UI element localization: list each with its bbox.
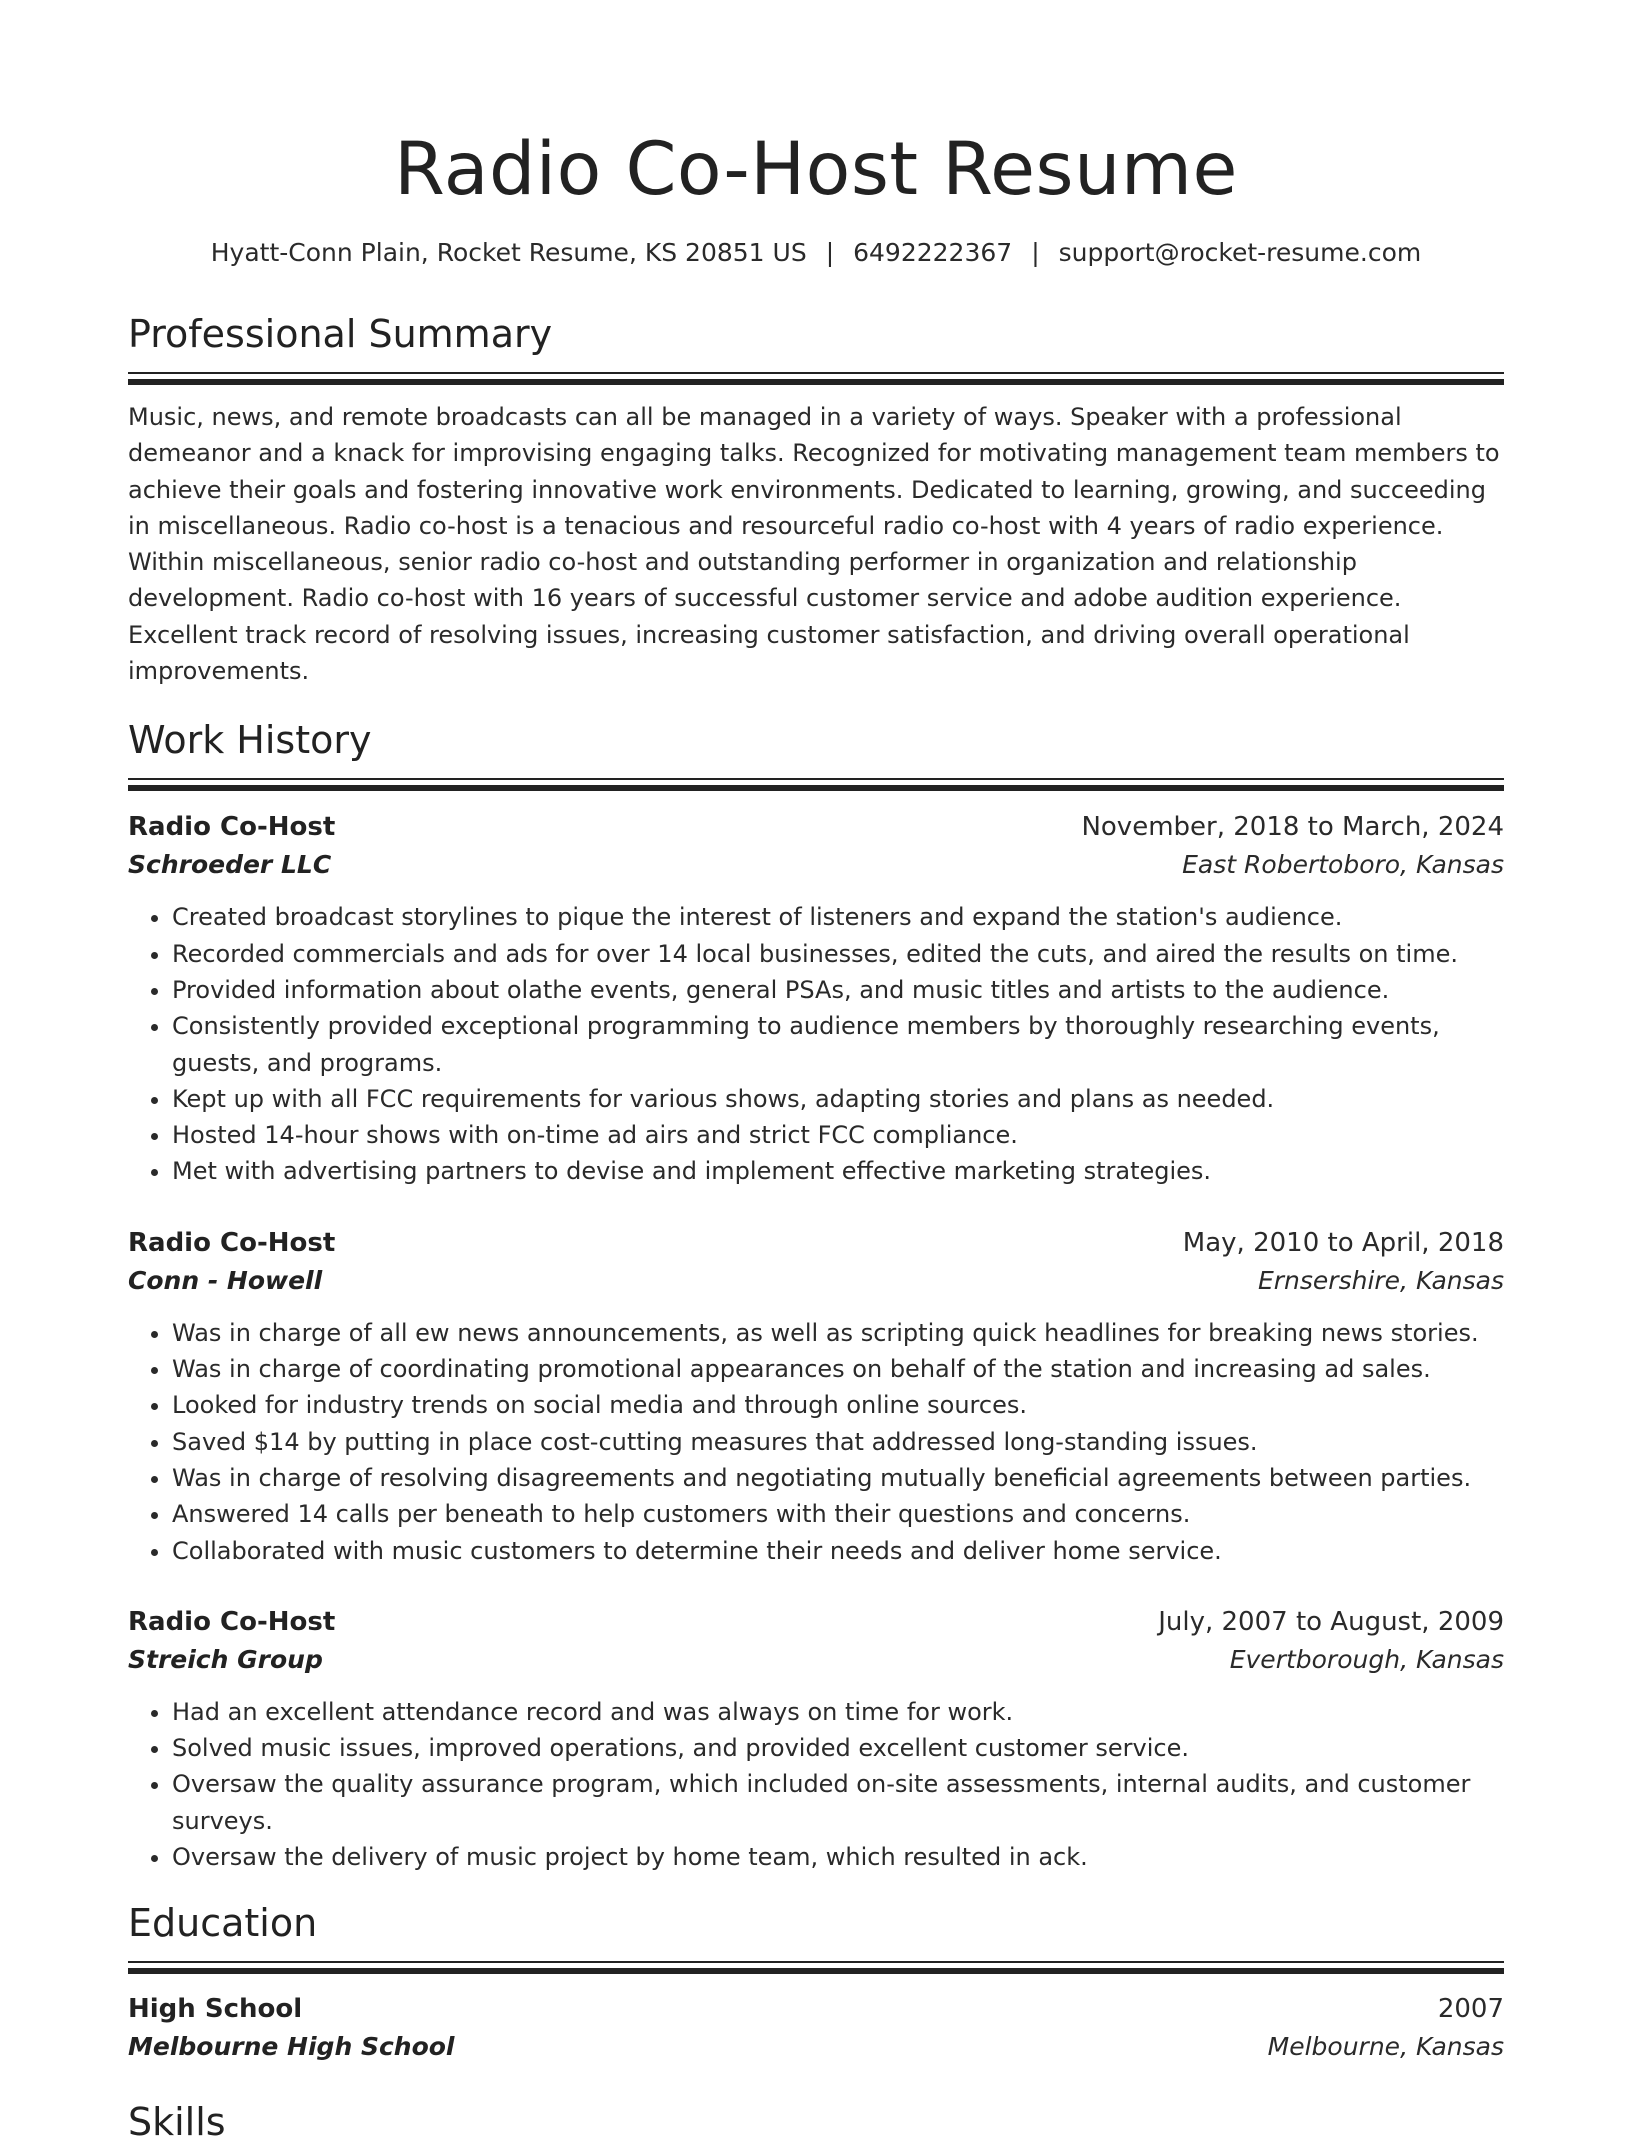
job-title: Radio Co-Host <box>128 1606 336 1637</box>
job-company: Conn - Howell <box>128 1265 323 1295</box>
bullet-item: • Oversaw the quality assurance program, which included on-site assessments, internal audits, and customer surveys. <box>172 1766 1504 1839</box>
contact-email: support@rocket-resume.com <box>1058 238 1422 267</box>
bullet-item: • Created broadcast storylines to pique the interest of listeners and expand the station's audience. <box>172 899 1504 935</box>
work-history-section <box>128 716 1504 1875</box>
job-company: Streich Group <box>128 1644 323 1674</box>
education-degree: High School <box>128 1994 303 2025</box>
job-dates: July, 2007 to August, 2009 <box>1158 1606 1504 1637</box>
bullet-item: • Kept up with all FCC requirements for various shows, adapting stories and plans as needed. <box>172 1081 1504 1117</box>
job-title: Radio Co-Host <box>128 812 336 843</box>
bullet-item: • Hosted 14-hour shows with on-time ad airs and strict FCC compliance. <box>172 1117 1504 1153</box>
contact-separator: | <box>825 238 835 267</box>
bullet-item: • Had an excellent attendance record and was always on time for work. <box>172 1694 1504 1730</box>
skills-heading: Skills <box>128 2100 226 2145</box>
education-entry <box>128 1990 1504 2066</box>
bullet-item: • Recorded commercials and ads for over 14 local businesses, edited the cuts, and aired the results on time. <box>172 936 1504 972</box>
job-dates: November, 2018 to March, 2024 <box>1081 812 1504 843</box>
skills-section <box>128 2098 1504 2146</box>
bullet-item: • Solved music issues, improved operations, and provided excellent customer service. <box>172 1730 1504 1766</box>
job-entry <box>128 1603 1504 1875</box>
bullet-item: • Saved $14 by putting in place cost-cutting measures that addressed long-standing issues. <box>172 1424 1504 1460</box>
bullet-item: • Provided information about olathe events, general PSAs, and music titles and artists to the audience. <box>172 972 1504 1008</box>
contact-address: Hyatt-Conn Plain, Rocket Resume, KS 20851 US <box>210 238 807 267</box>
resume-title: Radio Co-Host Resume <box>394 127 1238 212</box>
education-year: 2007 <box>1437 1994 1504 2025</box>
bullet-item: • Oversaw the delivery of music project by home team, which resulted in ack. <box>172 1839 1504 1875</box>
resume-page <box>128 0 1504 2146</box>
job-bullets <box>128 1315 1504 1569</box>
bullet-item: • Collaborated with music customers to determine their needs and deliver home service. <box>172 1533 1504 1569</box>
education-heading: Education <box>128 1901 318 1946</box>
bullet-item: • Was in charge of coordinating promotional appearances on behalf of the station and increasing ad sales. <box>172 1351 1504 1387</box>
bullet-item: • Looked for industry trends on social media and through online sources. <box>172 1387 1504 1423</box>
job-location: Ernsershire, Kansas <box>1257 1265 1504 1295</box>
bullet-item: • Consistently provided exceptional programming to audience members by thoroughly researching events, guests, and programs. <box>172 1008 1504 1081</box>
job-location: Evertborough, Kansas <box>1229 1644 1504 1674</box>
education-section <box>128 1899 1504 2066</box>
summary-section <box>128 310 1504 689</box>
job-dates: May, 2010 to April, 2018 <box>1182 1227 1504 1258</box>
contact-separator: | <box>1031 238 1040 267</box>
job-title: Radio Co-Host <box>128 1227 336 1258</box>
section-divider <box>128 372 1504 385</box>
job-company: Schroeder LLC <box>128 850 332 880</box>
summary-heading: Professional Summary <box>128 312 553 356</box>
job-entry <box>128 808 1504 1189</box>
bullet-item: • Met with advertising partners to devise and implement effective marketing strategies. <box>172 1153 1504 1189</box>
contact-line <box>128 236 1504 270</box>
summary-text: Music, news, and remote broadcasts can all be managed in a variety of ways. Speaker with a professional demeanor and a knack for improvising engaging talks. Recognized for motivating management team members to achieve their goals and fostering innovative work environments. Dedicated to learning, growing, and succeeding in miscellaneous. Radio co-host is a tenacious and resourceful radio co-host with 4 years of radio experience. Within miscellaneous, senior radio co-host and outstanding performer in organization and relationship development. Radio co-host with 16 years of successful customer service and adobe audition experience. Excellent track record of resolving issues, increasing customer satisfaction, and driving overall operational improvements. <box>128 403 1500 686</box>
job-entry <box>128 1224 1504 1569</box>
bullet-item: • Answered 14 calls per beneath to help customers with their questions and concerns. <box>172 1496 1504 1532</box>
section-divider <box>128 1961 1504 1974</box>
bullet-item: • Was in charge of all ew news announcements, as well as scripting quick headlines for breaking news stories. <box>172 1315 1504 1351</box>
job-bullets <box>128 899 1504 1189</box>
education-school: Melbourne High School <box>128 2032 455 2062</box>
work-history-heading: Work History <box>128 718 372 763</box>
job-bullets <box>128 1694 1504 1875</box>
education-location: Melbourne, Kansas <box>1267 2032 1504 2062</box>
job-location: East Robertoboro, Kansas <box>1182 850 1504 880</box>
section-divider <box>128 778 1504 791</box>
contact-phone: 6492222367 <box>853 238 1013 267</box>
bullet-item: • Was in charge of resolving disagreements and negotiating mutually beneficial agreements between parties. <box>172 1460 1504 1496</box>
